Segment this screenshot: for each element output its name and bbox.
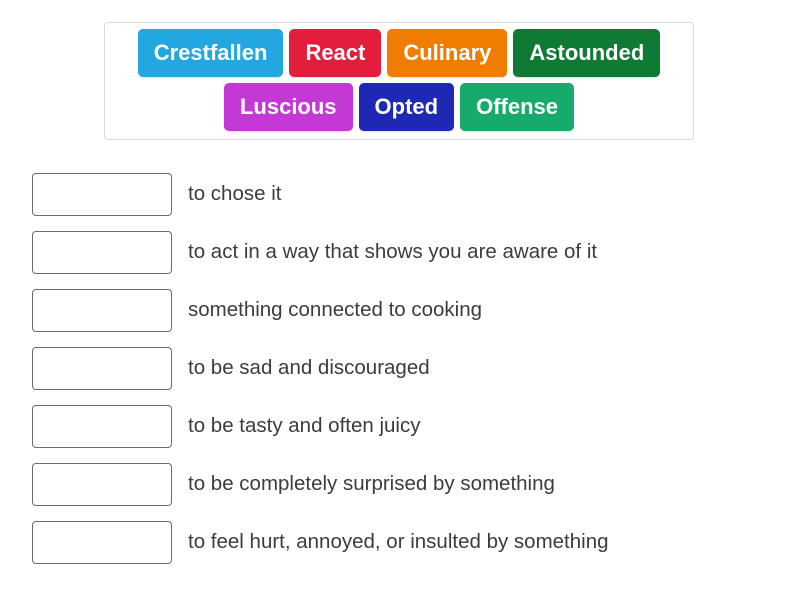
answer-list (32, 172, 772, 578)
definition-text: to be tasty and often juicy (188, 414, 421, 438)
drop-zone[interactable] (32, 231, 172, 274)
answer-row (32, 404, 772, 449)
answer-row (32, 172, 772, 217)
definition-text: to feel hurt, annoyed, or insulted by something (188, 530, 609, 554)
answer-row (32, 462, 772, 507)
word-bank (104, 22, 694, 140)
drop-zone[interactable] (32, 347, 172, 390)
word-tile-astounded[interactable]: Astounded (513, 29, 660, 77)
answer-row (32, 520, 772, 565)
definition-text: to chose it (188, 182, 282, 206)
word-tile-crestfallen[interactable]: Crestfallen (138, 29, 284, 77)
word-tile-luscious[interactable]: Luscious (224, 83, 353, 131)
word-tile-offense[interactable]: Offense (460, 83, 574, 131)
definition-text: to be sad and discouraged (188, 356, 430, 380)
drop-zone[interactable] (32, 463, 172, 506)
word-tile-react[interactable]: React (289, 29, 381, 77)
word-tile-opted[interactable]: Opted (359, 83, 455, 131)
answer-row (32, 346, 772, 391)
definition-text: to act in a way that shows you are aware of it (188, 240, 598, 264)
answer-row (32, 230, 772, 275)
drop-zone[interactable] (32, 173, 172, 216)
drop-zone[interactable] (32, 405, 172, 448)
drop-zone[interactable] (32, 289, 172, 332)
word-tile-culinary[interactable]: Culinary (387, 29, 507, 77)
word-bank-row-1 (109, 29, 689, 77)
word-bank-row-2 (109, 83, 689, 131)
answer-row (32, 288, 772, 333)
definition-text: something connected to cooking (188, 298, 483, 322)
drop-zone[interactable] (32, 521, 172, 564)
definition-text: to be completely surprised by something (188, 472, 555, 496)
